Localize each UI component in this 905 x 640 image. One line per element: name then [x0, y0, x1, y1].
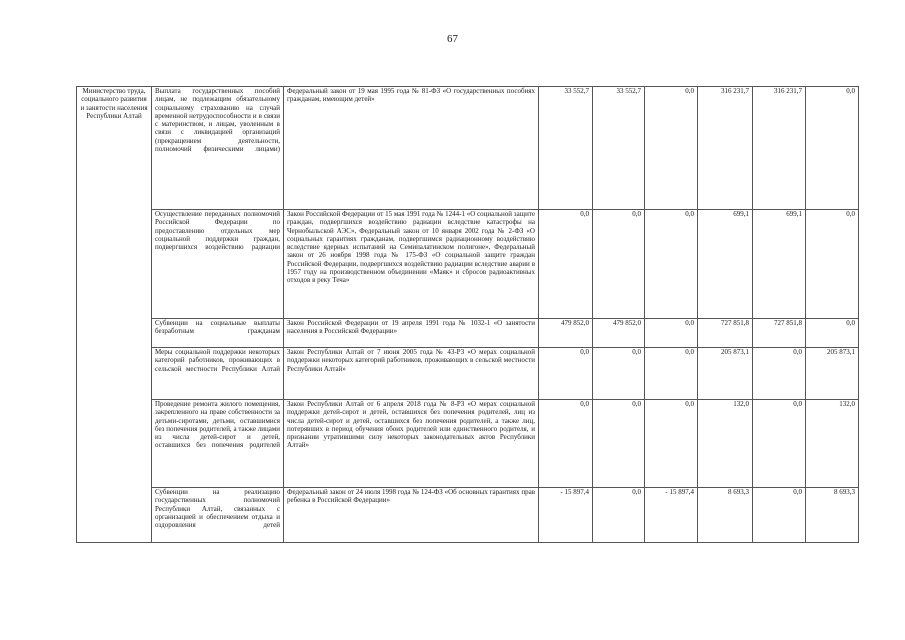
value-cell-4: 699,1 — [698, 210, 753, 319]
law-cell: Закон Республики Алтай от 7 июня 2005 года № 43-РЗ «О мерах социальной поддержки некоторых категорий работников, проживающих в сельской местности Республики Алтай» — [284, 348, 539, 400]
value-cell-5: 316 231,7 — [753, 87, 806, 210]
value-cell-5: 699,1 — [753, 210, 806, 319]
table-row — [77, 488, 859, 543]
value-cell-4: 205 873,1 — [698, 348, 753, 400]
value-cell-1: 0,0 — [539, 210, 593, 319]
value-cell-4: 727 851,8 — [698, 319, 753, 348]
value-cell-1: 0,0 — [539, 348, 593, 400]
measure-cell: Выплата государственных пособий лицам, не подлежащим обязательному социальному страхованию на случай временной нетрудоспособности и в связи с материнством, и лицам, уволенным в связи с ликвидацией организаций (прекращением деятельности, полномочий физическими лицами) — [152, 87, 284, 210]
value-cell-6: 205 873,1 — [806, 348, 859, 400]
budget-table — [76, 86, 859, 543]
measure-cell: Осуществление переданных полномочий Российской Федерации по предоставлению отдельных мер социальной поддержки граждан, подвергшихся воздействию радиации — [152, 210, 284, 319]
value-cell-6: 0,0 — [806, 210, 859, 319]
value-cell-6: 132,0 — [806, 400, 859, 488]
table-row — [77, 319, 859, 348]
value-cell-5: 0,0 — [753, 400, 806, 488]
measure-cell: Субвенции на социальные выплаты безработным гражданам — [152, 319, 284, 348]
value-cell-5: 727 851,8 — [753, 319, 806, 348]
value-cell-3: 0,0 — [645, 319, 698, 348]
law-cell: Федеральный закон от 24 июля 1998 года № 124-ФЗ «Об основных гарантиях прав ребенка в Российской Федерации» — [284, 488, 539, 543]
value-cell-3: 0,0 — [645, 400, 698, 488]
value-cell-6: 0,0 — [806, 87, 859, 210]
law-cell: Закон Российской Федерации от 19 апреля 1991 года № 1032-1 «О занятости населения в Российской Федерации» — [284, 319, 539, 348]
table-row — [77, 400, 859, 488]
law-cell: Закон Российской Федерации от 15 мая 1991 года № 1244-1 «О социальной защите граждан, подвергшихся воздействию радиации вследствие катастрофы на Чернобыльской АЭС», Федеральный закон от 10 января 2002 года № 2-ФЗ «О социальных гарантиях гражданам, подвергшимся радиационному воздействию вследствие ядерных испытаний на Семипалатинском полигоне», Федеральный закон от 26 ноября 1998 года № 175-ФЗ «О социальной защите граждан Российской Федерации, подвергшихся воздействию радиации вследствие аварии в 1957 году на производственном объединении «Маяк» и сбросов радиоактивных отходов в реку Теча» — [284, 210, 539, 319]
table-row — [77, 87, 859, 210]
value-cell-2: 0,0 — [593, 488, 645, 543]
table-row — [77, 210, 859, 319]
organization-cell: Министерство труда, социального развития и занятости населения Республики Алтай — [77, 87, 152, 543]
page-number: 67 — [447, 33, 458, 45]
law-cell: Федеральный закон от 19 мая 1995 года № 81-ФЗ «О государственных пособиях гражданам, имеющим детей» — [284, 87, 539, 210]
value-cell-1: 479 852,0 — [539, 319, 593, 348]
value-cell-2: 0,0 — [593, 348, 645, 400]
value-cell-4: 316 231,7 — [698, 87, 753, 210]
value-cell-6: 8 693,3 — [806, 488, 859, 543]
value-cell-2: 479 852,0 — [593, 319, 645, 348]
value-cell-4: 132,0 — [698, 400, 753, 488]
value-cell-3: 0,0 — [645, 87, 698, 210]
measure-cell: Проведение ремонта жилого помещения, закрепленного на праве собственности за детьми-сиротами, детьми, оставшимися без попечения родителей, а также лицами из числа детей-сирот и детей, оставшихся без попечения родителей — [152, 400, 284, 488]
value-cell-3: - 15 897,4 — [645, 488, 698, 543]
table-row — [77, 348, 859, 400]
value-cell-2: 0,0 — [593, 400, 645, 488]
value-cell-1: 33 552,7 — [539, 87, 593, 210]
measure-cell: Субвенции на реализацию государственных полномочий Республики Алтай, связанных с организацией и обеспечением отдыха и оздоровления детей — [152, 488, 284, 543]
measure-cell: Меры социальной поддержки некоторых категорий работников, проживающих в сельской местности Республики Алтай — [152, 348, 284, 400]
value-cell-1: 0,0 — [539, 400, 593, 488]
value-cell-6: 0,0 — [806, 319, 859, 348]
value-cell-3: 0,0 — [645, 348, 698, 400]
value-cell-2: 33 552,7 — [593, 87, 645, 210]
value-cell-1: - 15 897,4 — [539, 488, 593, 543]
value-cell-4: 8 693,3 — [698, 488, 753, 543]
law-cell: Закон Республики Алтай от 6 апреля 2018 года № 8-РЗ «О мерах социальной поддержки детей-сирот и детей, оставшихся без попечения родителей, лиц из числа детей-сирот и детей, оставшихся без попечения родителей, а также лиц, потерявших в период обучения обоих родителей или единственного родителя, и признании утратившими силу некоторых законодательных актов Республики Алтай» — [284, 400, 539, 488]
value-cell-5: 0,0 — [753, 348, 806, 400]
value-cell-3: 0,0 — [645, 210, 698, 319]
value-cell-5: 0,0 — [753, 488, 806, 543]
value-cell-2: 0,0 — [593, 210, 645, 319]
